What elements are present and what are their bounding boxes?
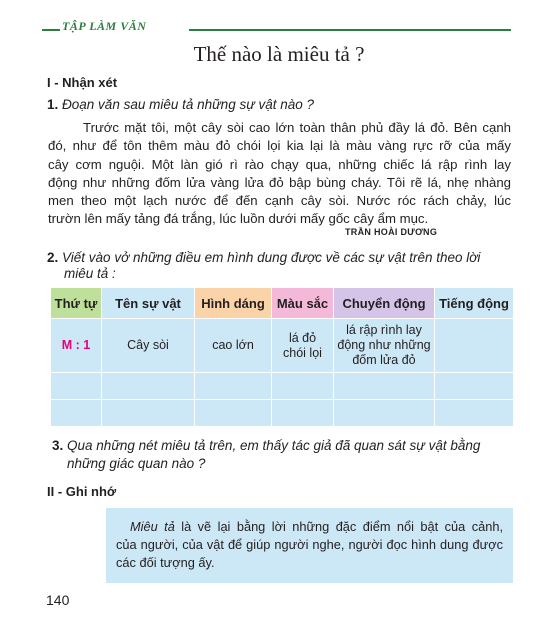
question-1-number: 1. <box>47 97 59 112</box>
question-3 <box>52 438 480 453</box>
question-2 <box>47 250 480 265</box>
question-2-line1: Viết vào vở những điều em hình dung được về các sự vật trên theo lời <box>62 250 481 265</box>
remember-line1-rest: là vẽ lại bằng lời những đặc điểm nổi bật của cảnh, <box>174 519 503 534</box>
table-row <box>51 319 514 373</box>
table-row <box>51 400 514 427</box>
question-2-line2: miêu tả : <box>64 266 116 281</box>
table-row <box>51 373 514 400</box>
empty-cell <box>435 400 514 427</box>
question-3-line2: những giác quan nào ? <box>67 456 206 471</box>
passage-author: TRẦN HOÀI DƯƠNG <box>345 227 438 237</box>
header-sound: Tiếng động <box>435 288 514 319</box>
empty-cell <box>272 400 334 427</box>
empty-cell <box>51 373 102 400</box>
empty-cell <box>195 400 272 427</box>
cell-name: Cây sòi <box>102 319 195 373</box>
passage-line: đó, như để tôn thêm màu đỏ chói lọi kia lại là màu vàng rực rỡ của mấy <box>48 138 511 154</box>
section-label: TẬP LÀM VĂN <box>62 19 147 33</box>
cell-color-line: chói lọi <box>283 345 322 360</box>
passage-line: cây cơm nguội. Một làn gió rì rào chạy qua, những chiếc lá rập rình lay <box>48 156 511 172</box>
cell-movement <box>334 319 435 373</box>
example-marker: M : 1 <box>61 338 91 352</box>
question-3-cont <box>67 456 205 471</box>
empty-cell <box>195 373 272 400</box>
passage <box>48 119 511 229</box>
remember-term: Miêu tả <box>130 519 175 534</box>
table-header-row <box>51 288 514 319</box>
empty-cell <box>272 373 334 400</box>
cell-order <box>51 319 102 373</box>
page-title: Thế nào là miêu tả ? <box>193 42 365 66</box>
cell-color-line: lá đỏ <box>288 330 317 345</box>
cell-shape: cao lớn <box>195 319 272 373</box>
passage-line: men theo một lạch nước để đến cạnh cây sòi. Nước róc rách chảy, lúc <box>48 193 511 209</box>
question-1 <box>47 97 314 112</box>
passage-line: động như những đốm lửa vàng lửa đỏ bập bùng cháy. Tôi rẽ lá, nhẹ nhàng <box>48 174 511 190</box>
question-2-cont <box>64 266 116 281</box>
passage-line: trườn lên mấy tảng đá trắng, lúc luồn dưới mấy gốc cây ẩm mục. <box>48 211 429 227</box>
question-2-number: 2. <box>47 250 59 265</box>
empty-cell <box>102 400 195 427</box>
remember-line: của người, của vật để giúp người nghe, người đọc hình dung được <box>116 537 503 552</box>
cell-color <box>272 319 334 373</box>
remember-text <box>116 518 503 572</box>
header-shape: Hình dáng <box>195 288 272 319</box>
cell-movement-line: động như những <box>337 338 431 352</box>
question-1-text: Đoạn văn sau miêu tả những sự vật nào ? <box>62 97 315 112</box>
header-movement: Chuyển động <box>334 288 435 319</box>
header-color: Màu sắc <box>272 288 334 319</box>
question-3-line1: Qua những nét miêu tả trên, em thấy tác giả đã quan sát sự vật bằng <box>67 438 481 453</box>
remember-line: các đối tượng ấy. <box>116 555 215 570</box>
remember-line <box>116 518 503 536</box>
part1-heading: I - Nhận xét <box>47 75 118 90</box>
page-number: 140 <box>46 592 70 608</box>
question-3-number: 3. <box>52 438 64 453</box>
empty-cell <box>334 373 435 400</box>
passage-line: Trước mặt tôi, một cây sòi cao lớn toàn thân phủ đầy lá đỏ. Bên cạnh <box>83 120 511 135</box>
empty-cell <box>102 373 195 400</box>
header-rule-left <box>42 29 60 31</box>
empty-cell <box>334 400 435 427</box>
part2-heading: II - Ghi nhớ <box>47 484 117 499</box>
header-rule-right <box>189 29 511 31</box>
header-order: Thứ tự <box>51 288 102 319</box>
empty-cell <box>51 400 102 427</box>
cell-movement-line: lá rập rình lay <box>346 323 422 337</box>
empty-cell <box>435 373 514 400</box>
cell-movement-line: đốm lửa đỏ <box>352 353 416 367</box>
cell-sound <box>435 319 514 373</box>
header-name: Tên sự vật <box>102 288 195 319</box>
description-table <box>50 287 514 427</box>
